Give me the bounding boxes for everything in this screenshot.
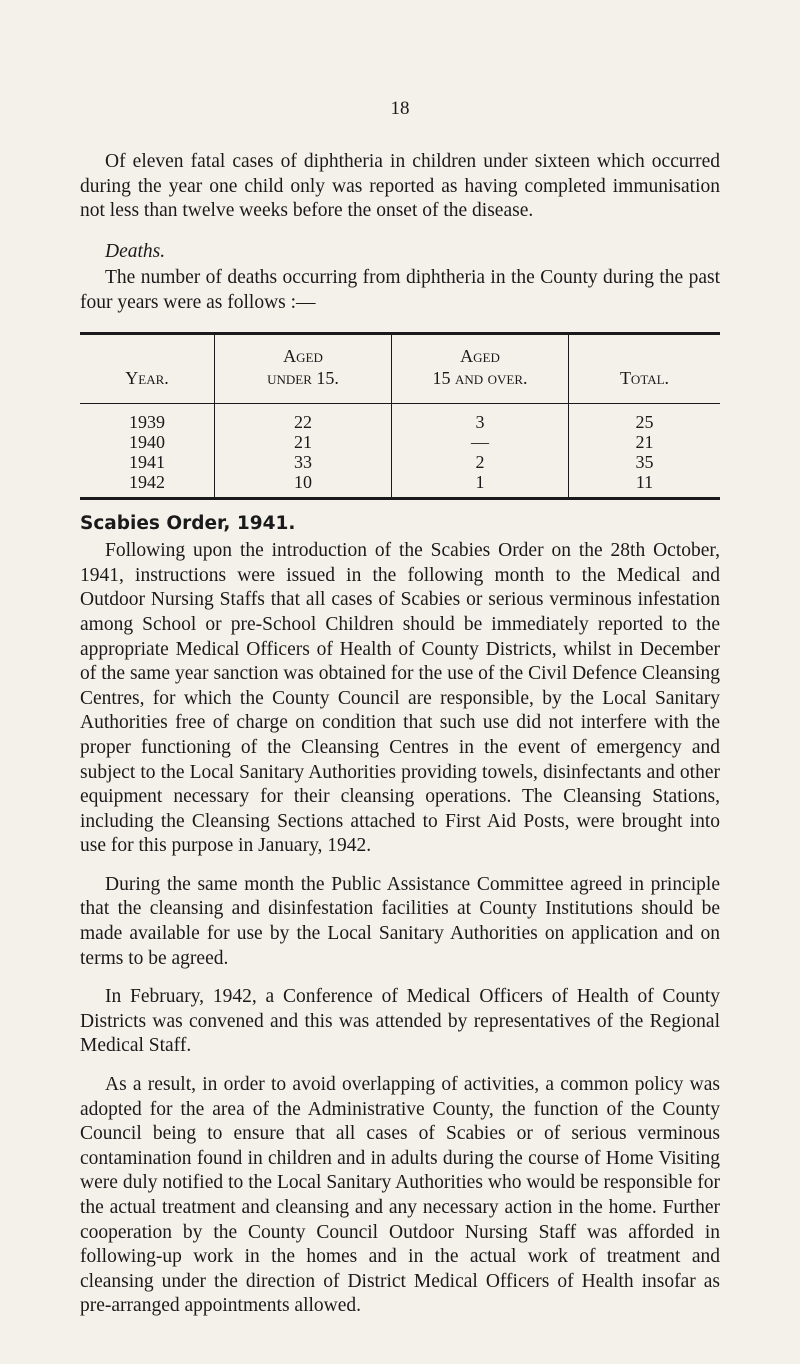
table-row (80, 452, 720, 472)
paragraph-scabies-1: Following upon the introduction of the Scabies Order on the 28th October, 1941, instructions were issued in the following month to the Medical and Outdoor Nursing Staffs that all cases of Scabies or serious verminous infestation among School or pre-School Children should be immediately reported to the appropriate Medical Officers of Health of County Districts, whilst in December of the same year sanction was obtained for the use of the Civil Defence Cleansing Centres, for which the County Council are responsible, by the Local Sanitary Authorities free of charge on condition that such use did not interfere with the proper functioning of the Cleansing Centres in the event of emergency and subject to the Local Sanitary Authorities providing towels, disinfectants and other equipment necessary for their cleansing operations. The Cleansing Stations, including the Cleansing Sections attached to First Aid Posts, were brought into use for this purpose in January, 1942. (80, 540, 720, 857)
cell-under-15: 10 (215, 472, 392, 499)
header-year: Year. (125, 367, 169, 388)
cell-15-over: 2 (392, 452, 569, 472)
cell-total: 11 (569, 472, 721, 499)
cell-total: 35 (569, 452, 721, 472)
header-under-line1: Aged (283, 345, 323, 366)
cell-year: 1939 (129, 411, 165, 432)
table-row (80, 472, 720, 499)
cell-under-15: 33 (215, 452, 392, 472)
header-aged-15-over (392, 333, 569, 403)
header-total: Total. (569, 333, 721, 403)
deaths-table (80, 332, 720, 500)
cell-under-15: 21 (215, 432, 392, 452)
header-under-line2: under 15. (267, 367, 339, 388)
table-row (80, 403, 720, 432)
cell-year: 1940 (129, 431, 165, 452)
header-over-line2: 15 and over. (432, 367, 528, 388)
table-row (80, 432, 720, 452)
cell-year: 1941 (129, 451, 165, 472)
cell-total: 25 (569, 403, 721, 432)
cell-15-over: 3 (392, 403, 569, 432)
cell-total: 21 (569, 432, 721, 452)
paragraph-scabies-3: In February, 1942, a Conference of Medical Officers of Health of County Districts was convened and this was attended by representatives of the Regional Medical Staff. (80, 986, 720, 1057)
cell-15-over: — (392, 432, 569, 452)
paragraph-immunisation: Of eleven fatal cases of diphtheria in children under sixteen which occurred during the year one child only was reported as having completed immunisation not less than twelve weeks before the onset of the disease. (80, 151, 720, 222)
deaths-subheading: Deaths. (105, 240, 166, 262)
header-aged-under-15 (215, 333, 392, 403)
scabies-order-heading: Scabies Order, 1941. (80, 512, 296, 534)
cell-15-over: 1 (392, 472, 569, 499)
cell-under-15: 22 (215, 403, 392, 432)
paragraph-scabies-4: As a result, in order to avoid overlapping of activities, a common policy was adopted for the area of the Administrative County, the function of the County Council being to ensure that all cases of Scabies or of serious verminous contamination found in children and in adults during the course of Home Visiting were duly notified to the Local Sanitary Authorities who would be responsible for the actual treatment and cleansing and any necessary action in the home. Further cooperation by the County Council Outdoor Nursing Staff was afforded in following-up work in the homes and in the actual work of treatment and cleansing under the direction of District Medical Officers of Health insofar as pre-arranged appointments allowed. (80, 1074, 720, 1317)
paragraph-scabies-2: During the same month the Public Assistance Committee agreed in principle that the cleansing and disinfestation facilities at County Institutions should be made available for use by the Local Sanitary Authorities on application and on terms to be agreed. (80, 873, 720, 969)
page-number: 18 (390, 98, 410, 119)
cell-year: 1942 (129, 471, 165, 492)
table-header-row (80, 333, 720, 403)
paragraph-deaths-intro: The number of deaths occurring from diphtheria in the County during the past four years were as follows :— (80, 267, 720, 313)
page-content (80, 150, 720, 1333)
header-over-line1: Aged (460, 345, 500, 366)
